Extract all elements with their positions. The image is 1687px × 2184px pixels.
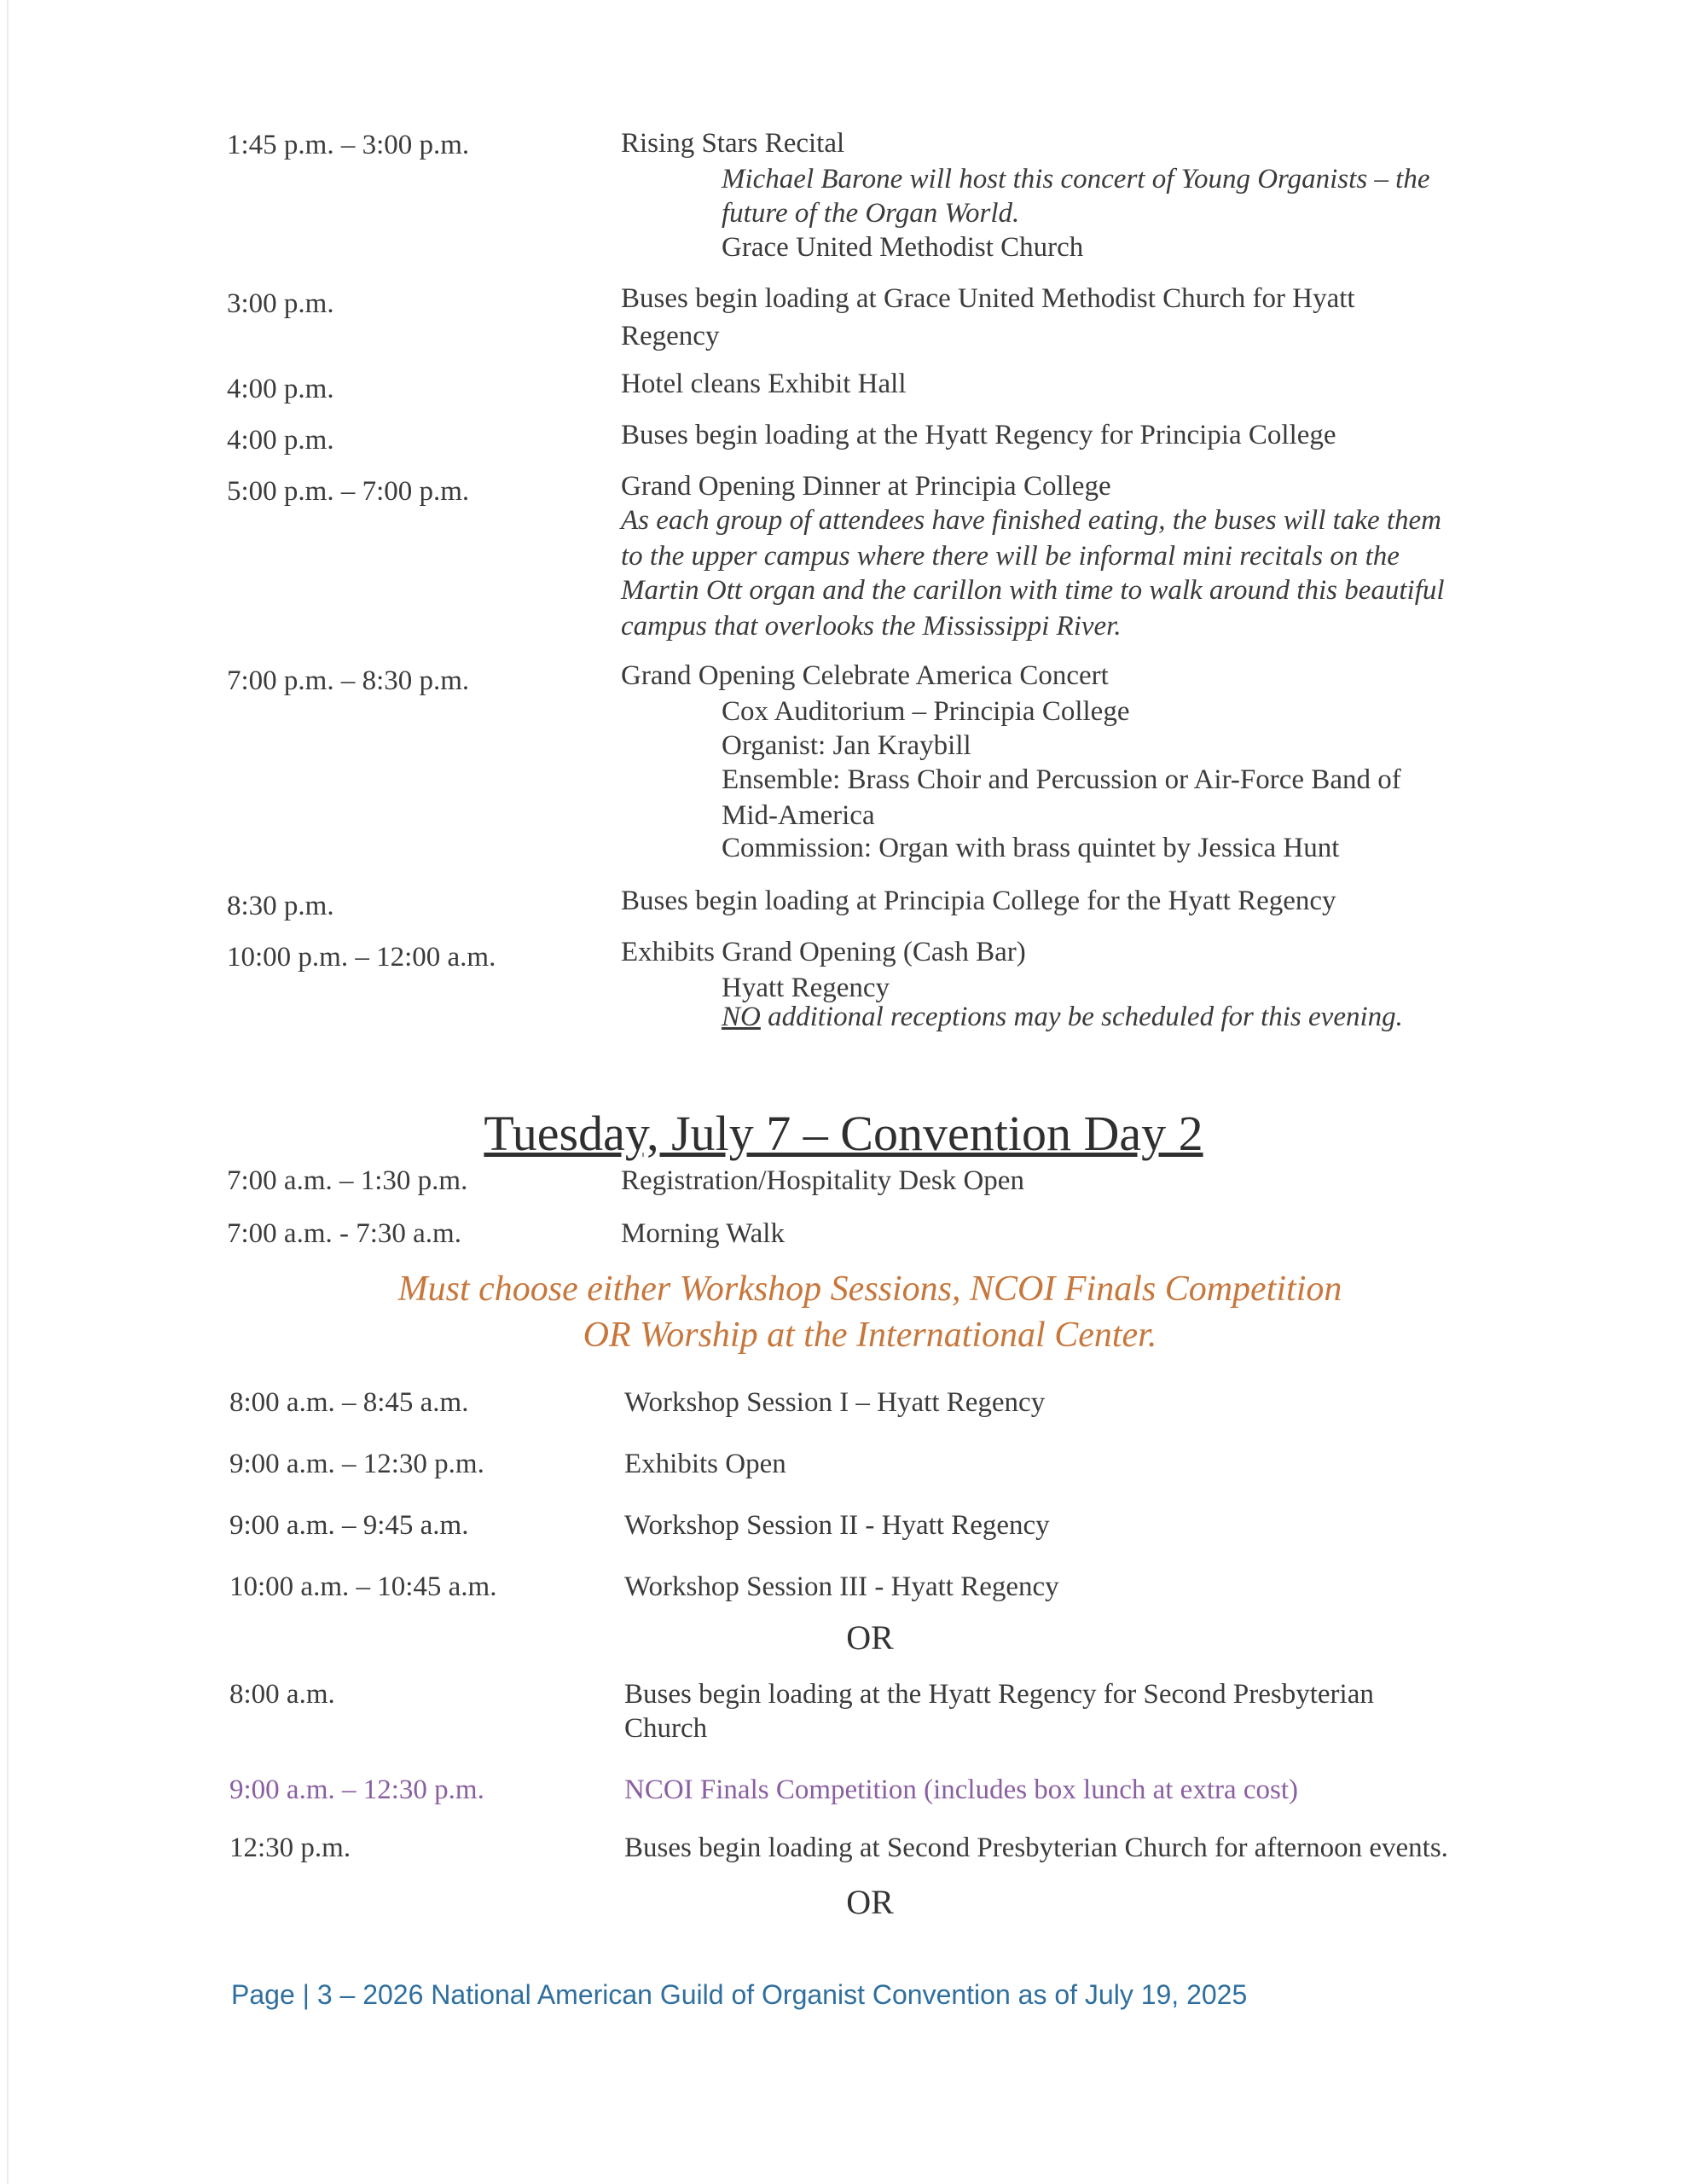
- schedule-desc-line: Commission: Organ with brass quintet by Jessica Hunt: [722, 833, 1340, 863]
- schedule-desc: Registration/Hospitality Desk Open: [621, 1165, 1024, 1196]
- schedule-desc-line: Grand Opening Dinner at Principia College: [621, 471, 1111, 502]
- schedule-time: 1:45 p.m. – 3:00 p.m.: [227, 130, 470, 160]
- schedule-desc: Workshop Session II - Hyatt Regency: [624, 1510, 1050, 1541]
- schedule-desc-line: Church: [624, 1713, 708, 1744]
- schedule-desc: NCOI Finals Competition (includes box lunch at extra cost): [624, 1774, 1299, 1805]
- choice-notice-line-2: OR Worship at the International Center.: [583, 1316, 1157, 1355]
- choice-notice: [0, 1266, 1687, 1358]
- schedule-time: 12:30 p.m.: [229, 1833, 351, 1863]
- schedule-desc-line: Martin Ott organ and the carillon with time to walk around this beautiful: [621, 575, 1445, 606]
- schedule-time: 9:00 a.m. – 9:45 a.m.: [229, 1510, 469, 1541]
- or-separator: OR: [846, 1883, 894, 1921]
- schedule-desc-line: Rising Stars Recital: [621, 128, 845, 159]
- page-footer: Page | 3 – 2026 National American Guild of Organist Convention as of July 19, 2025: [231, 1979, 1248, 2010]
- schedule-desc: Buses begin loading at Second Presbyterian Church for afternoon events.: [624, 1833, 1448, 1863]
- choice-notice-line-1: Must choose either Workshop Sessions, NCOI Finals Competition: [397, 1269, 1342, 1309]
- schedule-desc-line: Michael Barone will host this concert of Young Organists – the: [722, 164, 1430, 195]
- schedule-desc-line: Organist: Jan Kraybill: [722, 730, 971, 761]
- schedule-time: 4:00 p.m.: [227, 425, 334, 456]
- schedule-time: 8:00 a.m. – 8:45 a.m.: [229, 1387, 469, 1418]
- schedule-time: 9:00 a.m. – 12:30 p.m.: [229, 1449, 484, 1479]
- note-emphasis: NO: [722, 1002, 761, 1032]
- schedule-desc: Morning Walk: [621, 1218, 785, 1249]
- schedule-desc-line: Ensemble: Brass Choir and Percussion or Air-Force Band of: [722, 764, 1401, 795]
- schedule-desc-line: Hotel cleans Exhibit Hall: [621, 369, 907, 399]
- schedule-desc-line: Grace United Methodist Church: [722, 232, 1084, 263]
- or-separator: OR: [846, 1618, 894, 1657]
- schedule-desc-line: Regency: [621, 321, 720, 351]
- schedule-desc-line: As each group of attendees have finished eating, the buses will take them: [621, 505, 1441, 536]
- schedule-time: 3:00 p.m.: [227, 288, 334, 319]
- schedule-time: 4:00 p.m.: [227, 374, 334, 404]
- schedule-time: 10:00 p.m. – 12:00 a.m.: [227, 942, 496, 973]
- schedule-time: 8:30 p.m.: [227, 891, 334, 921]
- schedule-desc-line: to the upper campus where there will be informal mini recitals on the: [621, 541, 1400, 572]
- schedule-time: 5:00 p.m. – 7:00 p.m.: [227, 476, 470, 507]
- schedule-desc-line: Buses begin loading at the Hyatt Regency for Second Presbyterian: [624, 1679, 1374, 1710]
- schedule-time: 7:00 a.m. – 1:30 p.m.: [227, 1165, 468, 1196]
- schedule-desc: Exhibits Open: [624, 1449, 786, 1479]
- day-heading: Tuesday, July 7 – Convention Day 2: [484, 1106, 1203, 1161]
- exhibits-note: [621, 1000, 1525, 1034]
- schedule-desc-line: Buses begin loading at Grace United Methodist Church for Hyatt: [621, 283, 1355, 314]
- schedule-desc-line: Buses begin loading at the Hyatt Regency for Principia College: [621, 420, 1336, 450]
- schedule-desc: [624, 1677, 1528, 1745]
- schedule-time: 9:00 a.m. – 12:30 p.m.: [229, 1774, 484, 1805]
- schedule-desc-line: Hyatt Regency: [722, 973, 890, 1003]
- page-edge: [7, 0, 9, 2184]
- schedule-desc-line: Exhibits Grand Opening (Cash Bar): [621, 937, 1026, 967]
- schedule-time: 7:00 p.m. – 8:30 p.m.: [227, 665, 470, 696]
- note-text: additional receptions may be scheduled for this evening.: [760, 1002, 1403, 1032]
- schedule-time: 7:00 a.m. - 7:30 a.m.: [227, 1218, 461, 1249]
- schedule-desc-line: Grand Opening Celebrate America Concert: [621, 660, 1109, 691]
- schedule-time: 10:00 a.m. – 10:45 a.m.: [229, 1571, 497, 1602]
- schedule-desc-line: Mid-America: [722, 800, 875, 831]
- schedule-time: 8:00 a.m.: [229, 1679, 335, 1710]
- schedule-desc-line: Buses begin loading at Principia College for the Hyatt Regency: [621, 886, 1336, 916]
- schedule-desc: Workshop Session III - Hyatt Regency: [624, 1571, 1059, 1602]
- schedule-desc: Workshop Session I – Hyatt Regency: [624, 1387, 1046, 1418]
- schedule-desc-line: future of the Organ World.: [722, 198, 1020, 229]
- schedule-desc-line: campus that overlooks the Mississippi River.: [621, 611, 1122, 642]
- schedule-desc-line: Cox Auditorium – Principia College: [722, 696, 1130, 727]
